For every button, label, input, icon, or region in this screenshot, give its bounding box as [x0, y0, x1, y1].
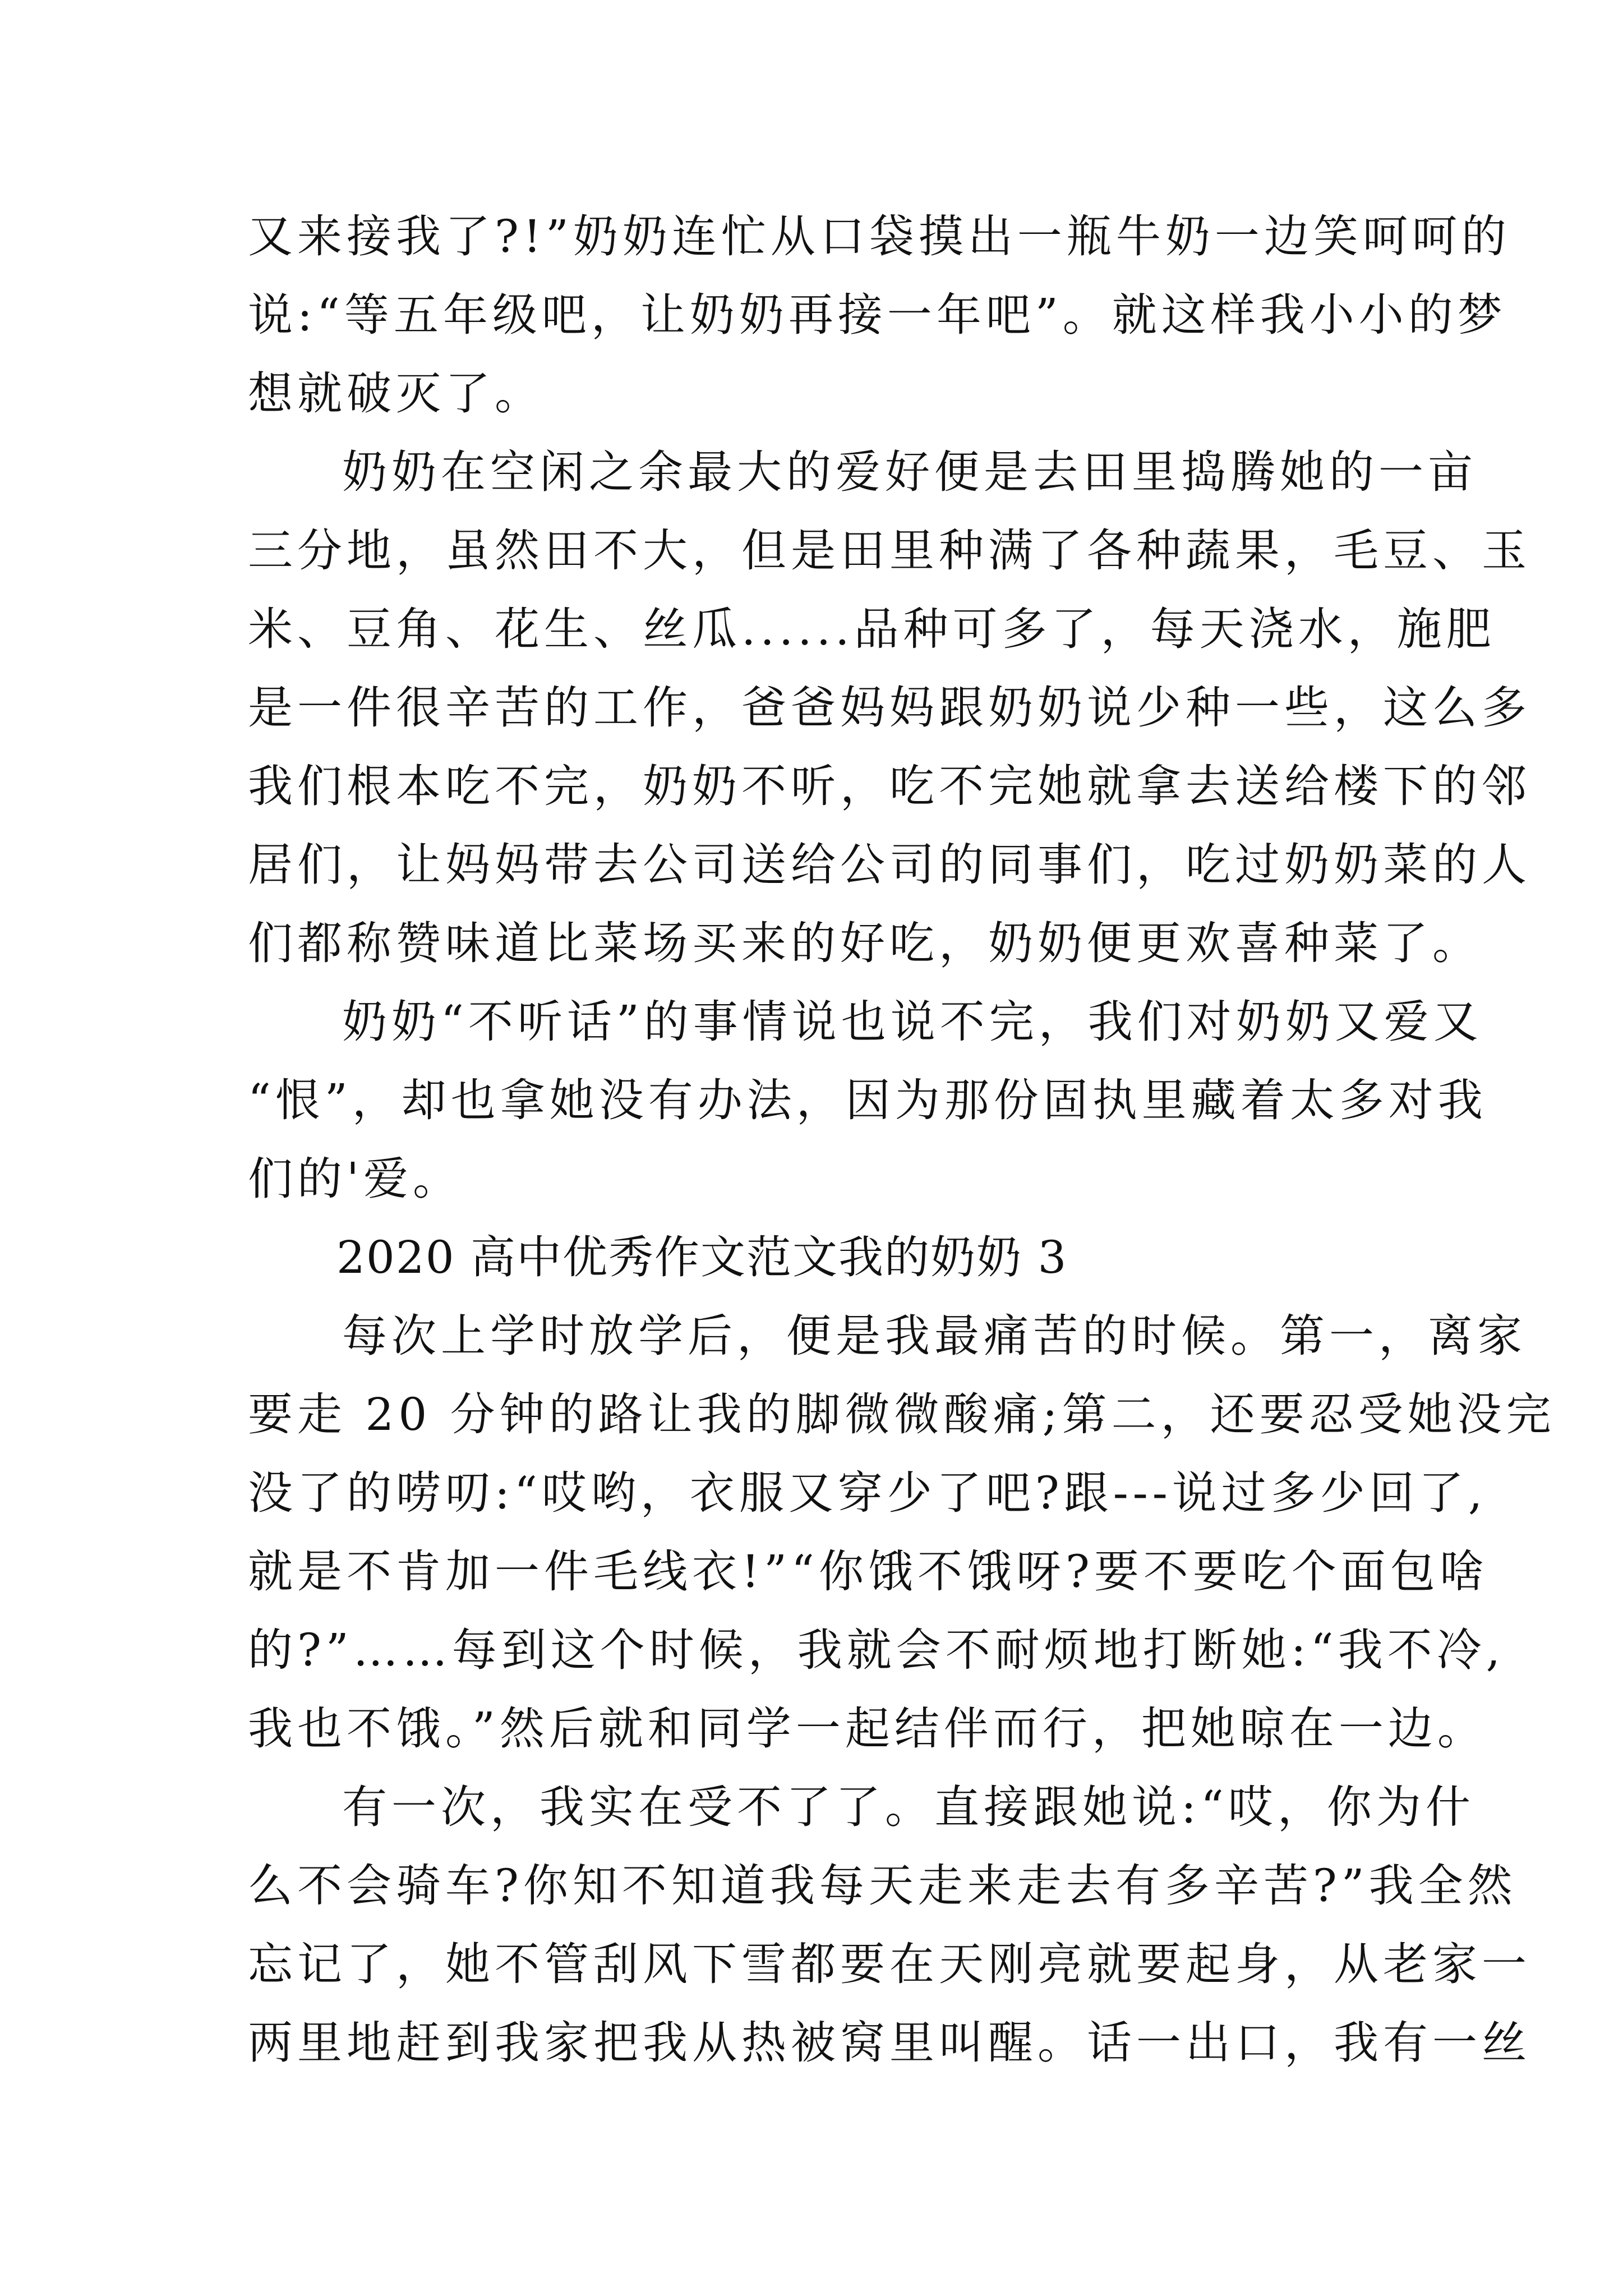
- paragraph-first-line: 每次上学时放学后，便是我最痛苦的时候。第一，离家: [342, 1310, 1527, 1362]
- text-line: 们的'爱。: [248, 1153, 462, 1205]
- paragraph-first-line: 有一次，我实在受不了了。直接跟她说:“哎，你为什: [342, 1781, 1475, 1833]
- text-line: 居们，让妈妈带去公司送给公司的同事们，吃过奶奶菜的人: [248, 839, 1531, 891]
- paragraph-first-line: 奶奶“不听话”的事情说也说不完，我们对奶奶又爱又: [342, 996, 1483, 1048]
- text-line: 我也不饿。”然后就和同学一起结伴而行，把她晾在一边。: [248, 1703, 1487, 1755]
- text-line: 么不会骑车?你知不知道我每天走来走去有多辛苦?”我全然: [248, 1860, 1517, 1912]
- text-line: 们都称赞味道比菜场买来的好吃，奶奶便更欢喜种菜了。: [248, 917, 1482, 969]
- text-line: 想就破灭了。: [248, 367, 544, 420]
- text-line: 三分地，虽然田不大，但是田里种满了各种蔬果，毛豆、玉: [248, 524, 1531, 577]
- text-line: 忘记了，她不管刮风下雪都要在天刚亮就要起身，从老家一: [248, 1938, 1531, 1990]
- text-line: 又来接我了?!”奶奶连忙从口袋摸出一瓶牛奶一边笑呵呵的: [248, 210, 1511, 263]
- text-line: 说:“等五年级吧，让奶奶再接一年吧”。就这样我小小的梦: [248, 289, 1507, 341]
- text-line: 就是不肯加一件毛线衣!”“你饿不饿呀?要不要吃个面包啥: [248, 1545, 1489, 1598]
- section-title: 2020 高中优秀作文范文我的奶奶 3: [336, 1231, 1068, 1283]
- paragraph-first-line: 奶奶在空闲之余最大的爱好便是去田里捣腾她的一亩: [342, 446, 1477, 498]
- document-body: [248, 197, 1556, 2082]
- text-line: 米、豆角、花生、丝瓜......品种可多了，每天浇水，施肥: [248, 603, 1496, 655]
- text-line: 我们根本吃不完，奶奶不听，吃不完她就拿去送给楼下的邻: [248, 760, 1531, 812]
- text-line: 没了的唠叨:“哎哟，衣服又穿少了吧?跟---说过多少回了,: [248, 1467, 1487, 1519]
- text-line: 要走 20 分钟的路让我的脚微微酸痛;第二，还要忍受她没完: [248, 1388, 1556, 1441]
- text-line: “恨”，却也拿她没有办法，因为那份固执里藏着太多对我: [248, 1074, 1487, 1126]
- text-line: 的?”……每到这个时候，我就会不耐烦地打断她:“我不冷,: [248, 1624, 1505, 1676]
- text-line: 两里地赶到我家把我从热被窝里叫醒。话一出口，我有一丝: [248, 2017, 1531, 2069]
- text-line: 是一件很辛苦的工作，爸爸妈妈跟奶奶说少种一些，这么多: [248, 682, 1531, 734]
